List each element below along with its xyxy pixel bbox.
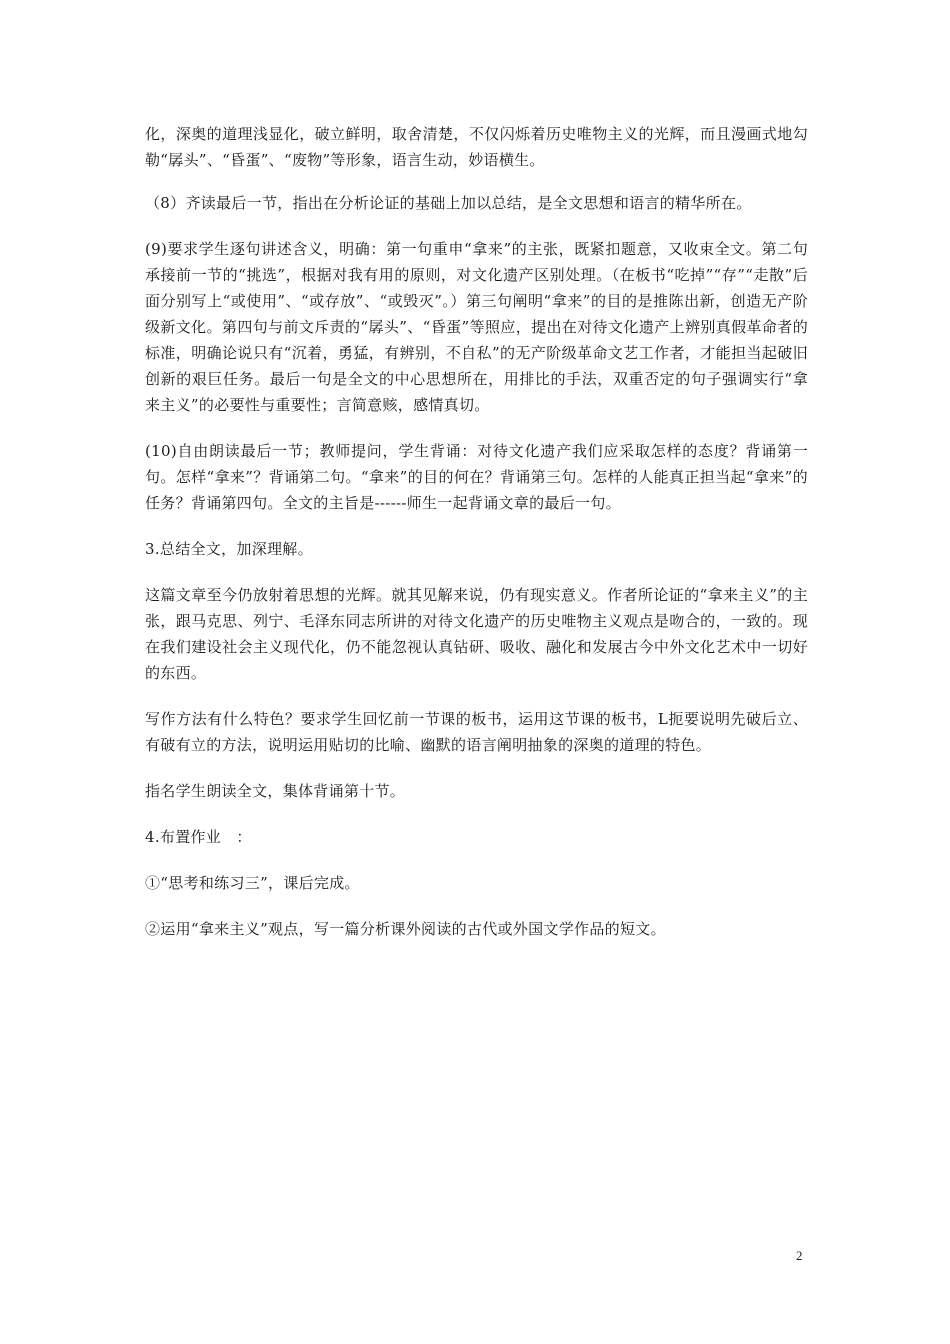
paragraph-step-10: (10)自由朗读最后一节；教师提问，学生背诵：对待文化遗产我们应采取怎样的态度？背诵第一句。怎样“拿来”？背诵第二句。“拿来”的目的何在？背诵第三句。怎样的人能真正担当起“拿来”的任务？背诵第四句。全文的主旨是------师生一起背诵文章的最后一句。 [145, 442, 808, 512]
paragraph-step-8: （8）齐读最后一节，指出在分析论证的基础上加以总结，是全文思想和语言的精华所在。 [145, 194, 752, 212]
homework-item-1: ①“思考和练习三”，课后完成。 [145, 874, 360, 892]
section-heading-summary: 3.总结全文，加深理解。 [145, 540, 313, 558]
page-number: 2 [796, 1248, 803, 1263]
paragraph-continuation: 化，深奥的道理浅显化，破立鲜明，取舍清楚，不仅闪烁着历史唯物主义的光辉，而且漫画式地勾勒“孱头”、“昏蛋”、“废物”等形象，语言生动，妙语横生。 [145, 125, 808, 169]
paragraph-significance: 这篇文章至今仍放射着思想的光辉。就其见解来说，仍有现实意义。作者所论证的“拿来主义”的主张，跟马克思、列宁、毛泽东同志所讲的对待文化遗产的历史唯物主义观点是吻合的，一致的。现在我们建设社会主义现代化，仍不能忽视认真钻研、吸收、融化和发展古今中外文化艺术中一切好的东西。 [145, 586, 808, 682]
paragraph-writing-method: 写作方法有什么特色？要求学生回忆前一节课的板书，运用这节课的板书，L扼要说明先破后立、有破有立的方法，说明运用贴切的比喻、幽默的语言阐明抽象的深奥的道理的特色。 [145, 710, 808, 754]
paragraph-step-9: (9)要求学生逐句讲述含义，明确：第一句重申“拿来”的主张，既紧扣题意，又收束全文。第二句承接前一节的“挑选”，根据对我有用的原则，对文化遗产区别处理。（在板书“吃掉”“存”“走散”后面分别写上“或使用”、“或存放”、“或毁灭”。）第三句阐明“拿来”的目的是推陈出新，创造无产阶级新文化。第四句与前文斥责的“孱头”、“昏蛋”等照应，提出在对待文化遗产上辨别真假革命者的标准，明确论说只有“沉着，勇猛，有辨别，不自私”的无产阶级革命文艺工作者，才能担当起破旧创新的艰巨任务。最后一句是全文的中心思想所在，用排比的手法，双重否定的句子强调实行“拿来主义”的必要性与重要性；言简意赅，感情真切。 [145, 240, 808, 414]
homework-item-2: ②运用“拿来主义”观点，写一篇分析课外阅读的古代或外国文学作品的短文。 [145, 920, 666, 938]
paragraph-recitation: 指名学生朗读全文，集体背诵第十节。 [145, 782, 406, 800]
document-body [145, 121, 808, 962]
section-heading-homework: 4.布置作业 ： [145, 828, 252, 846]
